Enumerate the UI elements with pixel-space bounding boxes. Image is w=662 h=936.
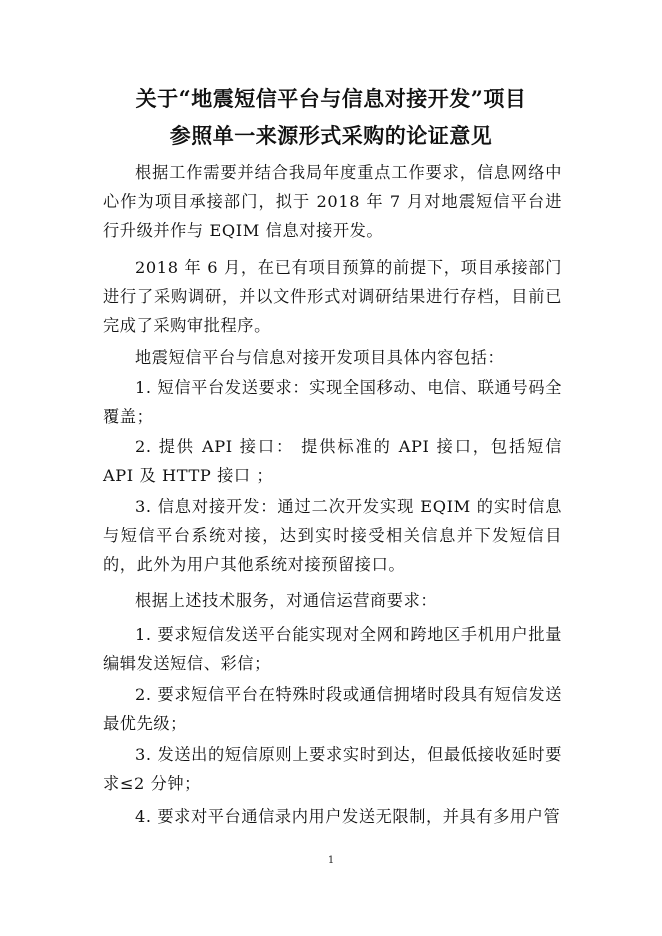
page-number: 1 <box>327 855 335 866</box>
paragraph-operator-requirements-intro: 根据上述技术服务，对通信运营商要求： <box>135 591 438 610</box>
paragraph-requirement-unlimited: 4. 要求对平台通信录内用户发送无限制，并具有多用户管 <box>135 807 561 826</box>
document-title-line-2: 参照单一来源形式采购的论证意见 <box>169 123 493 148</box>
paragraph-requirement-delay: 3. 发送出的短信原则上要求实时到达，但最低接收延时要求≤2 分钟； <box>103 745 562 793</box>
document-title-line-1: 关于“地震短信平台与信息对接开发”项目 <box>135 86 527 111</box>
paragraph-work-requirements: 根据工作需要并结合我局年度重点工作要求，信息网络中心作为项目承接部门，拟于 2018 年 7 月对地震短信平台进行升级并作与 EQIM 信息对接开发。 <box>103 163 562 240</box>
paragraph-project-content-intro: 地震短信平台与信息对接开发项目具体内容包括： <box>135 348 505 367</box>
paragraph-procurement-research: 2018 年 6 月，在已有项目预算的前提下，项目承接部门进行了采购调研，并以文件形式对调研结果进行存档，目前已完成了采购审批程序。 <box>103 258 562 335</box>
paragraph-item-integration: 3. 信息对接开发：通过二次开发实现 EQIM 的实时信息与短信平台系统对接，达到实时接受相关信息并下发短信目的，此外为用户其他系统对接预留接口。 <box>103 497 562 574</box>
paragraph-requirement-bulk-sending: 1. 要求短信发送平台能实现对全网和跨地区手机用户批量编辑发送短信、彩信； <box>103 625 562 673</box>
paragraph-item-sms-coverage: 1. 短信平台发送要求：实现全国移动、电信、联通号码全覆盖； <box>103 378 562 426</box>
paragraph-requirement-priority: 2. 要求短信平台在特殊时段或通信拥堵时段具有短信发送最优先级； <box>103 685 562 733</box>
paragraph-item-api: 2. 提供 API 接口： 提供标准的 API 接口，包括短信 API 及 HTTP 接口 ； <box>103 437 562 485</box>
